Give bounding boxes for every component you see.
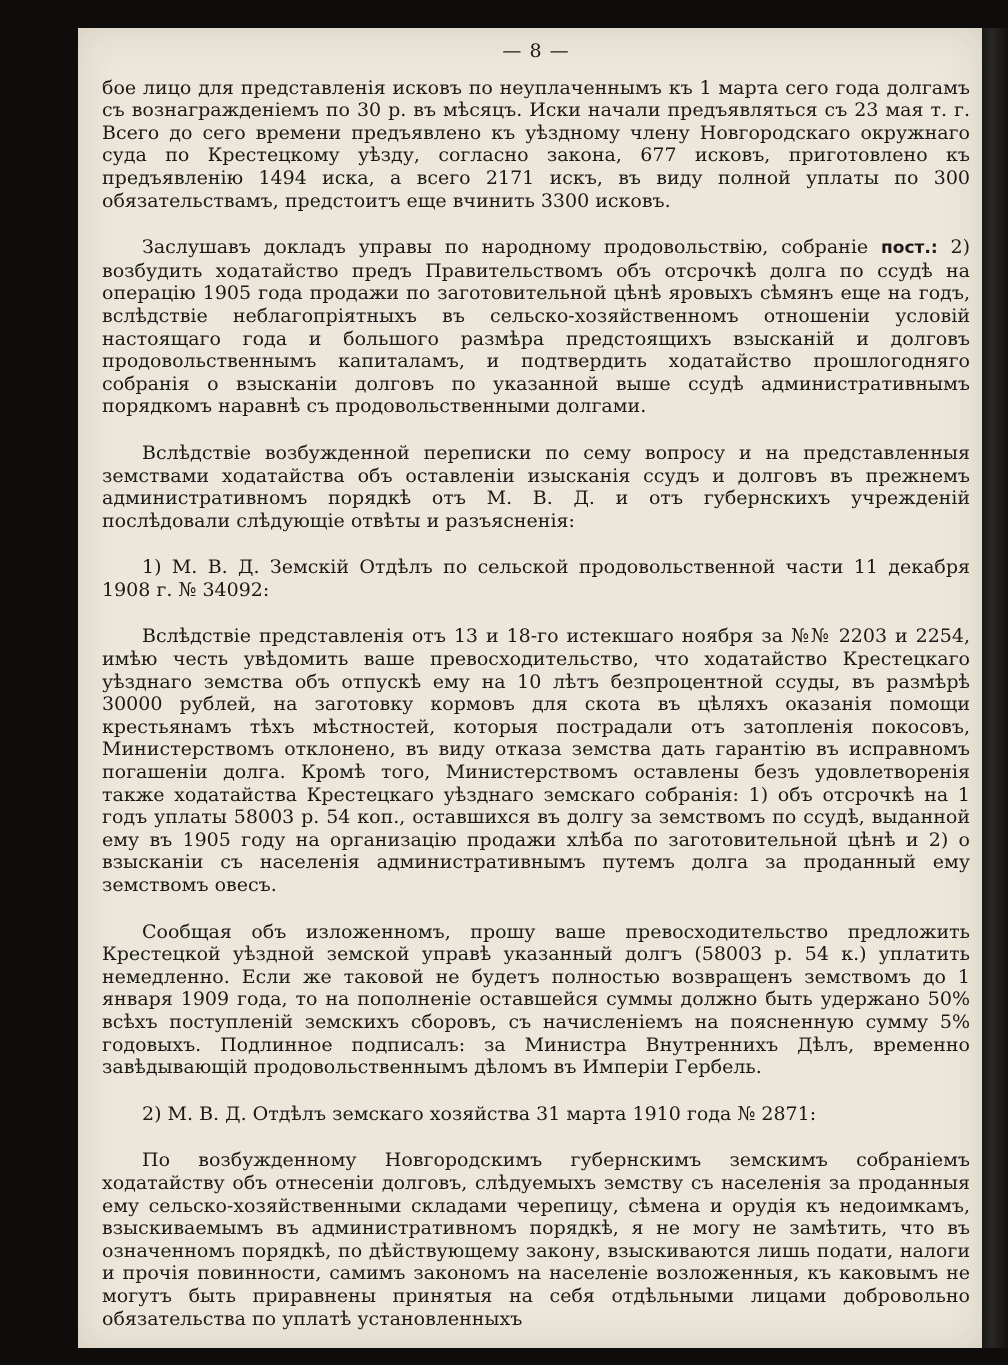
resolution-intro: Заслушавъ докладъ управы по народному продовольствію, собраніе xyxy=(142,236,869,259)
paragraph-heading-2: 2) М. В. Д. Отдѣлъ земскаго хозяйства 31 марта 1910 года № 2871: xyxy=(142,1102,817,1125)
paragraph-heading-1: 1) М. В. Д. Земскій Отдѣлъ по сельской продовольственной части 11 декабря 1908 г. № 34092: xyxy=(102,556,970,601)
paragraph-continuation: бое лицо для представленія исковъ по неуплаченнымъ къ 1 марта сего года долгамъ съ вознагражденіемъ по 30 р. въ мѣсяцъ. Иски начали предъявляться съ 23 мая т. г. Всего до сего времени предъявлено къ уѣздному члену Новгородскаго окружнаго суда по Крестецкому уѣзду, согласно закона, 677 исковъ, приготовлено къ предъявленію 1494 иска, а всего 2171 искъ, въ виду полной уплаты по 300 обязательствамъ, предстоитъ еще вчинить 3300 исковъ. xyxy=(102,76,970,212)
page-number: — 8 — xyxy=(502,40,570,62)
resolution-marker: пост.: xyxy=(881,238,938,259)
page-content xyxy=(102,40,970,1348)
paragraph-letter-2: По возбужденному Новгородскимъ губернскимъ земскимъ собраніемъ ходатайству объ отнесеніи долговъ, слѣдуемыхъ земству съ населенія за проданныя ему сельско-хозяйственными складами черепицу, сѣмена и орудія къ недоимкамъ, взыскиваемымъ въ административномъ порядкѣ, я не могу не замѣтить, что въ означенномъ порядкѣ, по дѣйствующему закону, взыскиваются лишь подати, налоги и прочія повинности, самимъ закономъ на населеніе возложенныя, къ каковымъ не могутъ быть приравнены принятыя на себя отдѣльными лицами добровольно обязательства по уплатѣ установленныхъ xyxy=(102,1149,970,1330)
paragraph-resolution xyxy=(102,236,970,418)
book-spine-edge xyxy=(982,28,1008,1348)
document-page xyxy=(78,28,982,1348)
resolution-text: 2) возбудить ходатайство предъ Правительствомъ объ отсрочкѣ долга по ссудѣ на операцію 1905 года продажи по заготовительной цѣнѣ яровыхъ сѣмянъ еще на годъ, вслѣдствіе неблагопріятныхъ въ сельско-хозяйственномъ отношеніи условій настоящаго года и большого размѣра предстоящихъ взысканій и долговъ продовольственнымъ капиталамъ, и подтвердить ходатайство прошлогодняго собранія о взысканіи долговъ по указанной выше ссудѣ административнымъ порядкомъ наравнѣ съ продовольственными долгами. xyxy=(102,236,971,418)
paragraph-letter-1-request: Сообщая объ изложенномъ, прошу ваше превосходительство предложить Крестецкой уѣздной земской управѣ указанный долгъ (58003 р. 54 к.) уплатить немедленно. Если же таковой не будетъ полностью возвращенъ земствомъ до 1 января 1909 года, то на пополненіе оставшейся суммы должно быть удержано 50% всѣхъ поступленій земскихъ сборовъ, съ начисленіемъ на поясненную сумму 5% годовыхъ. Подлинное подписалъ: за Министра Внутреннихъ Дѣлъ, временно завѣдывающій продовольственнымъ дѣломъ въ Имперіи Гербель. xyxy=(102,920,970,1079)
paragraph-letter-1: Вслѣдствіе представленія отъ 13 и 18-го истекшаго ноября за №№ 2203 и 2254, имѣю честь увѣдомить ваше превосходительство, что ходатайство Крестецкаго уѣзднаго земства объ отпускѣ ему на 10 лѣтъ безпроцентной ссуды, въ размѣрѣ 30000 рублей, на заготовку кормовъ для скота въ цѣляхъ оказанія помощи крестьянамъ тѣхъ мѣстностей, которыя пострадали отъ затопленія покосовъ, Министерствомъ отклонено, въ виду отказа земства дать гарантію въ исправномъ погашеніи долга. Кромѣ того, Министерствомъ оставлены безъ удовлетворенія также ходатайства Крестецкаго уѣзднаго земскаго собранія: 1) объ отсрочкѣ на 1 годъ уплаты 58003 р. 54 коп., оставшихся въ долгу за земствомъ по ссудѣ, выданной ему въ 1905 году на организацію продажи хлѣба по заготовительной цѣнѣ и 2) о взысканіи съ населенія административнымъ путемъ долга за проданный ему земствомъ овесъ. xyxy=(102,625,970,896)
paragraph-correspondence: Вслѣдствіе возбужденной переписки по сему вопросу и на представленныя земствами ходатайства объ оставленіи изысканія ссудъ и долговъ въ прежнемъ административномъ порядкѣ отъ М. В. Д. и отъ губернскихъ учрежденій послѣдовали слѣдующіе отвѣты и разъясненія: xyxy=(102,441,970,532)
